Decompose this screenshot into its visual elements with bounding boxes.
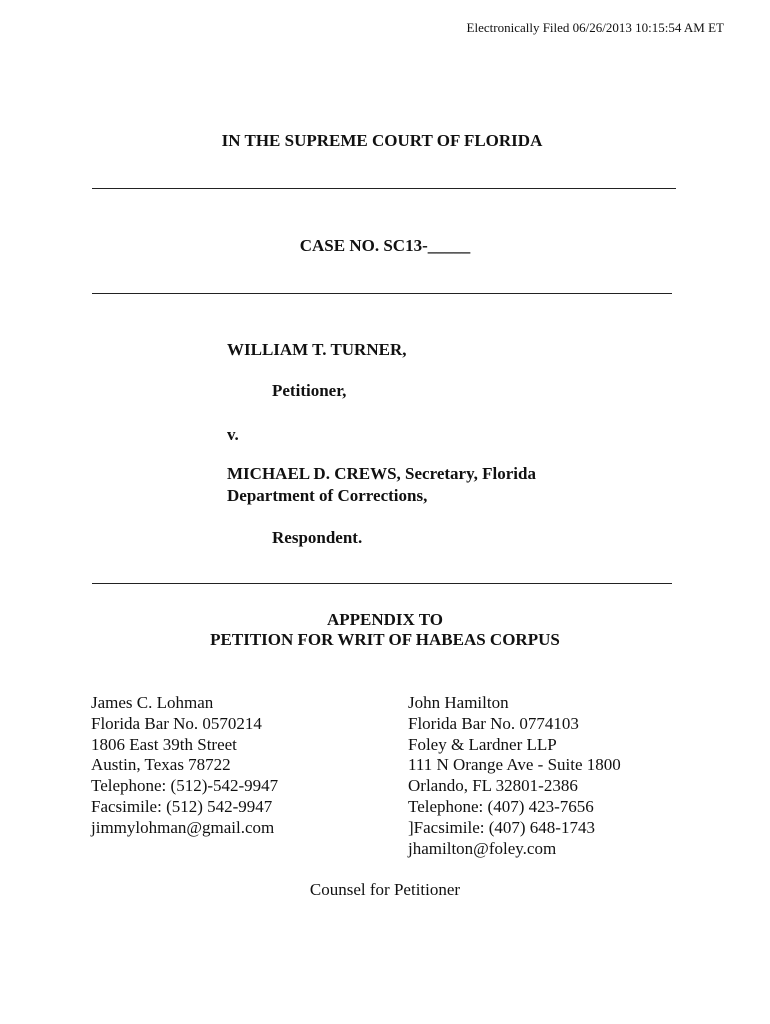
petitioner-role: Petitioner, (272, 381, 347, 400)
counsel-left-line: Telephone: (512)-542-9947 (91, 776, 279, 796)
counsel-right-line: Foley & Lardner LLP (408, 734, 557, 754)
document-title-line-1: APPENDIX TO (326, 610, 444, 629)
petitioner-name: WILLIAM T. TURNER, (227, 340, 407, 359)
counsel-designation (0, 880, 770, 900)
document-title (0, 610, 770, 650)
court-title (0, 131, 770, 151)
counsel-left-block (91, 693, 278, 839)
counsel-right-line: ]Facsimile: (407) 648-1743 (408, 817, 595, 837)
versus-label: v. (227, 425, 239, 444)
counsel-left-line: Facsimile: (512) 542-9947 (91, 796, 273, 816)
divider-middle (92, 293, 672, 294)
counsel-left-line: 1806 East 39th Street (91, 734, 237, 754)
respondent-name-line-2: Department of Corrections, (227, 486, 428, 505)
counsel-left-line: Austin, Texas 78722 (91, 755, 231, 775)
counsel-left-line: Florida Bar No. 0570214 (91, 713, 262, 733)
counsel-designation-text: Counsel for Petitioner (309, 880, 461, 899)
divider-bottom (92, 583, 672, 584)
counsel-right-block (408, 693, 621, 859)
electronic-filing-stamp: Electronically Filed 06/26/2013 10:15:54 AM ET (466, 20, 724, 35)
counsel-left-email: jimmylohman@gmail.com (91, 817, 275, 837)
divider-top (92, 188, 676, 189)
counsel-right-line: John Hamilton (408, 693, 509, 712)
counsel-right-email: jhamilton@foley.com (408, 838, 557, 858)
document-title-line-2: PETITION FOR WRIT OF HABEAS CORPUS (210, 630, 560, 649)
counsel-right-line: Florida Bar No. 0774103 (408, 713, 579, 733)
respondent-role: Respondent. (272, 528, 363, 547)
counsel-right-line: Telephone: (407) 423-7656 (408, 796, 594, 816)
respondent-name-line-1: MICHAEL D. CREWS, Secretary, Florida (227, 464, 536, 483)
respondent-name (227, 463, 536, 507)
counsel-right-line: Orlando, FL 32801-2386 (408, 776, 578, 796)
case-number (0, 236, 770, 256)
counsel-left-line: James C. Lohman (91, 693, 214, 712)
court-title-text: IN THE SUPREME COURT OF FLORIDA (221, 131, 543, 150)
counsel-right-line: 111 N Orange Ave - Suite 1800 (408, 755, 621, 775)
case-number-text: CASE NO. SC13-_____ (299, 236, 471, 255)
